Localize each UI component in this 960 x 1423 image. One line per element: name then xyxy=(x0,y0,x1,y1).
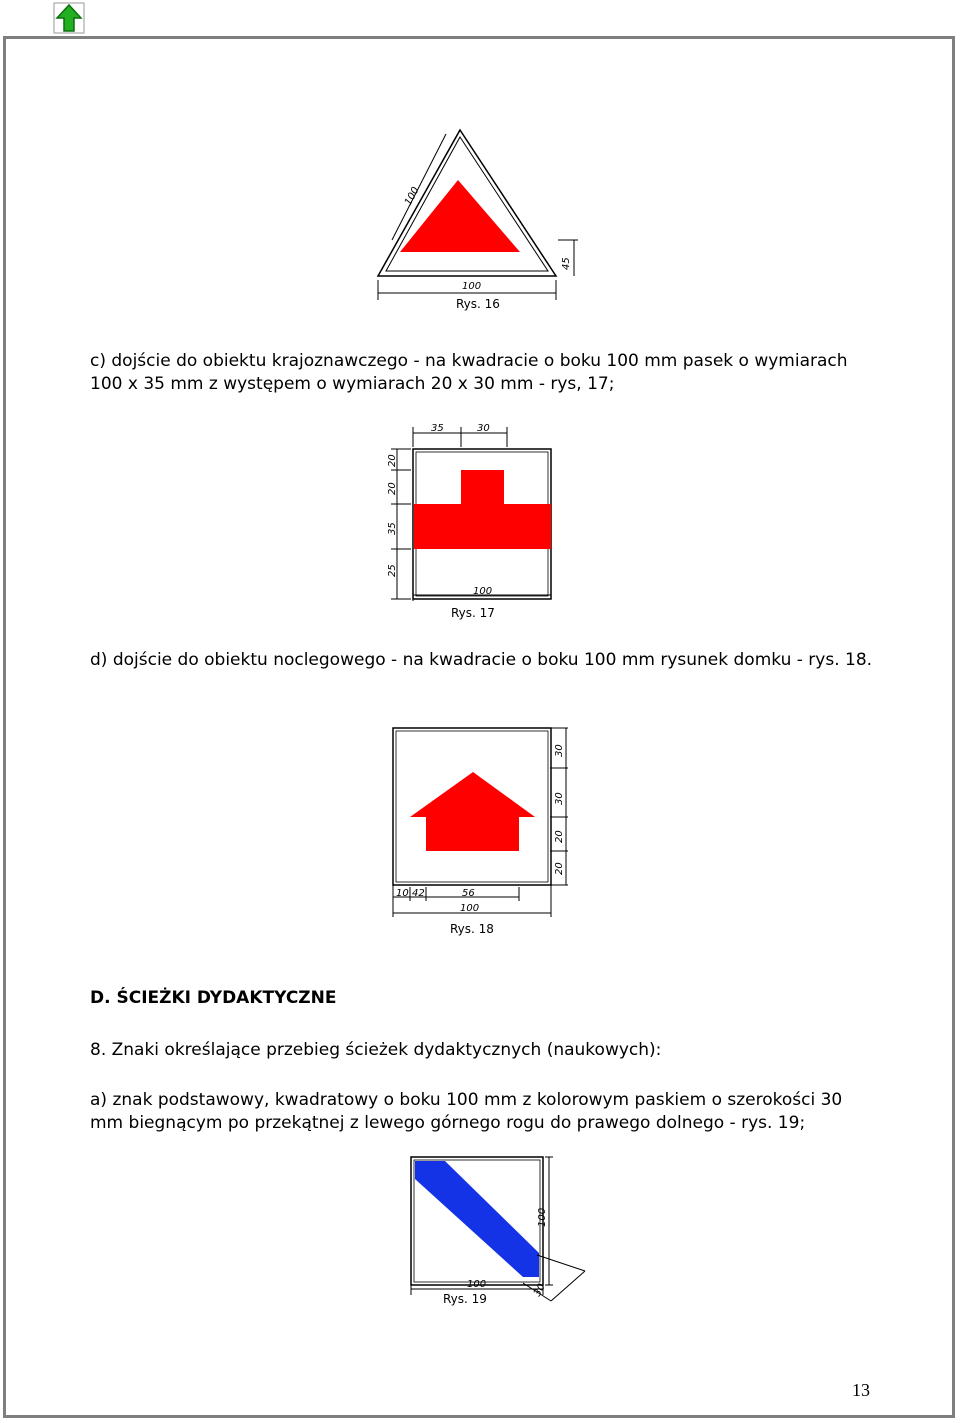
figure-rys-16 xyxy=(368,120,583,315)
left-dim-label-1: 20 xyxy=(387,454,398,467)
section-heading: D. ŚCIEŻKI DYDAKTYCZNE xyxy=(90,988,337,1008)
figure-rys-19 xyxy=(405,1153,590,1313)
base-dim-label: 100 xyxy=(467,1279,487,1290)
figure-rys-17 xyxy=(383,423,563,623)
top-dim-label-1: 35 xyxy=(431,423,444,434)
paragraph-8: 8. Znaki określające przebieg ścieżek dydaktycznych (naukowych): xyxy=(90,1040,662,1060)
page-number: 13 xyxy=(852,1380,870,1400)
height-dimension-label: 45 xyxy=(561,257,572,270)
figure-caption: Rys. 18 xyxy=(450,922,494,936)
red-tab xyxy=(461,470,504,505)
figure-caption: Rys. 16 xyxy=(456,297,500,311)
bottom-dim-label-1: 10 xyxy=(396,888,409,899)
left-dim-label-4: 25 xyxy=(387,564,398,577)
paragraph-a: a) znak podstawowy, kwadratowy o boku 100 mm z kolorowym paskiem o szerokości 30 mm biegnącym po przekątnej z lewego górnego rogu do prawego dolnego - rys. 19; xyxy=(90,1090,843,1133)
base-dim-label: 100 xyxy=(473,586,493,597)
base-dimension-label: 100 xyxy=(462,281,482,292)
figure-caption: Rys. 19 xyxy=(443,1292,487,1306)
top-dim-label-2: 30 xyxy=(477,423,490,434)
figure-caption: Rys. 17 xyxy=(451,606,495,620)
left-dim-label-3: 35 xyxy=(387,522,398,535)
right-dim-label-4: 20 xyxy=(554,862,565,875)
bottom-dim-label-2: 42 xyxy=(412,888,425,899)
bottom-dim-label-3: 56 xyxy=(462,888,475,899)
base-dim-label: 100 xyxy=(460,903,480,914)
up-arrow-icon[interactable] xyxy=(53,2,85,34)
right-dim-label-3: 20 xyxy=(554,830,565,843)
paragraph-d: d) dojście do obiektu noclegowego - na kwadracie o boku 100 mm rysunek domku - rys. 18. xyxy=(90,650,873,670)
side-dimension-label: 100 xyxy=(402,185,422,208)
right-dim-label-2: 30 xyxy=(554,792,565,805)
right-dim-label: 100 xyxy=(537,1207,548,1227)
corner-dim-label: 30 xyxy=(532,1281,548,1299)
red-band xyxy=(414,504,551,549)
paragraph-c: c) dojście do obiektu krajoznawczego - na kwadracie o boku 100 mm pasek o wymiarach 100 x 35 mm z występem o wymiarach 20 x 30 mm - rys, 17; xyxy=(90,351,848,394)
right-dim-label-1: 30 xyxy=(554,744,565,757)
figure-rys-18 xyxy=(388,725,573,940)
left-dim-label-2: 20 xyxy=(387,482,398,495)
